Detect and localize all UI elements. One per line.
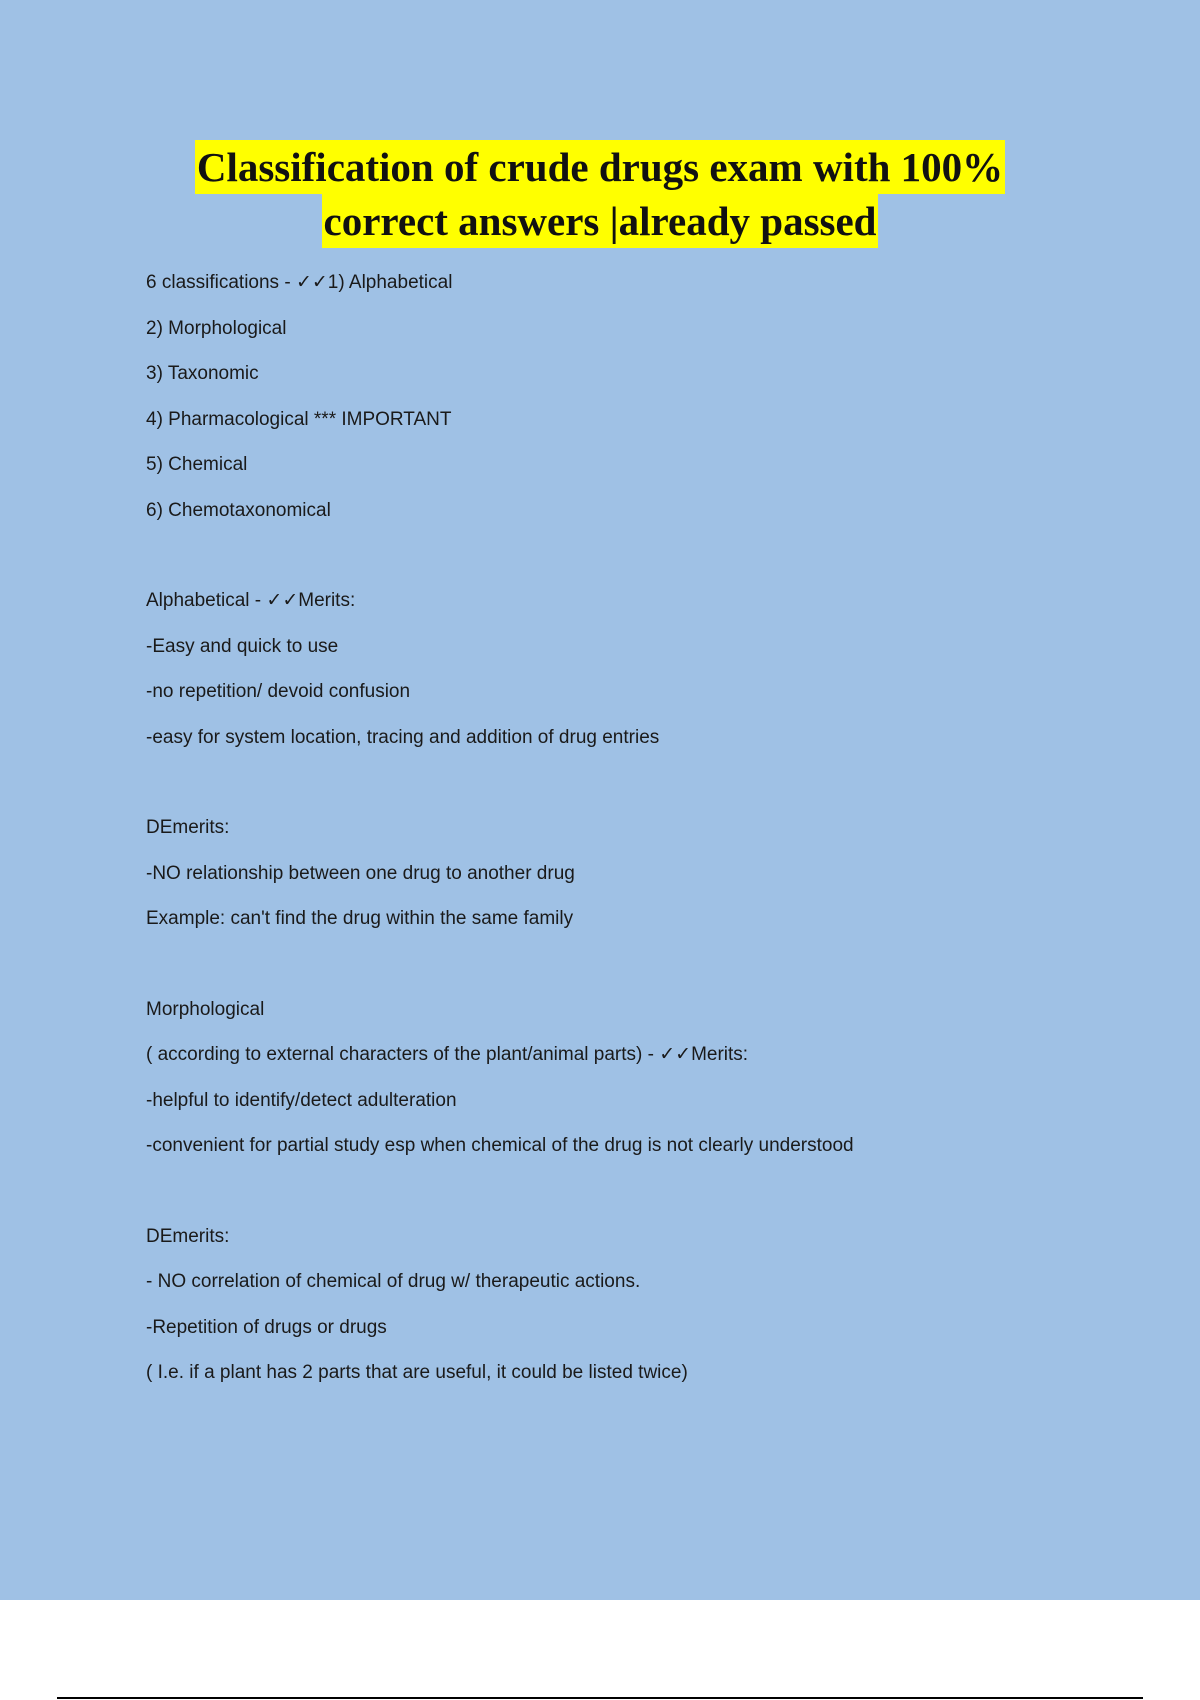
body-line: Example: can't find the drug within the same family bbox=[146, 908, 574, 929]
blank-line bbox=[146, 954, 1146, 999]
blank-line bbox=[146, 545, 1146, 590]
body-line: -no repetition/ devoid confusion bbox=[146, 681, 411, 702]
body-line: -convenient for partial study esp when chemical of the drug is not clearly understood bbox=[146, 1135, 854, 1156]
body-line: Morphological bbox=[146, 998, 265, 1020]
title-line-2: correct answers |already passed bbox=[322, 194, 879, 248]
body-line: 6 classifications - ✓✓1) Alphabetical bbox=[146, 272, 453, 293]
body-line: ( according to external characters of the plant/animal parts) - ✓✓Merits: bbox=[146, 1044, 749, 1065]
document-title bbox=[0, 140, 1200, 248]
body-line: - NO correlation of chemical of drug w/ therapeutic actions. bbox=[146, 1271, 641, 1292]
blank-line bbox=[146, 1181, 1146, 1226]
blank-line bbox=[146, 772, 1146, 817]
body-line: DEmerits: bbox=[146, 1225, 230, 1247]
title-line-1: Classification of crude drugs exam with 100% bbox=[195, 140, 1005, 194]
body-line: ( I.e. if a plant has 2 parts that are useful, it could be listed twice) bbox=[146, 1362, 688, 1383]
body-line: -NO relationship between one drug to another drug bbox=[146, 862, 575, 884]
body-line: -helpful to identify/detect adulteration bbox=[146, 1089, 457, 1111]
body-line: 5) Chemical bbox=[146, 454, 248, 475]
body-line: -Easy and quick to use bbox=[146, 635, 339, 657]
body-line: Alphabetical - ✓✓Merits: bbox=[146, 590, 356, 611]
body-line: DEmerits: bbox=[146, 817, 230, 838]
body-line: 3) Taxonomic bbox=[146, 363, 259, 384]
body-line: -Repetition of drugs or drugs bbox=[146, 1316, 387, 1338]
footer-rule bbox=[57, 1697, 1143, 1699]
document-body bbox=[146, 272, 1146, 1408]
body-line: 4) Pharmacological *** IMPORTANT bbox=[146, 408, 452, 430]
body-line: -easy for system location, tracing and addition of drug entries bbox=[146, 726, 660, 748]
body-line: 2) Morphological bbox=[146, 317, 287, 339]
body-line: 6) Chemotaxonomical bbox=[146, 499, 331, 521]
